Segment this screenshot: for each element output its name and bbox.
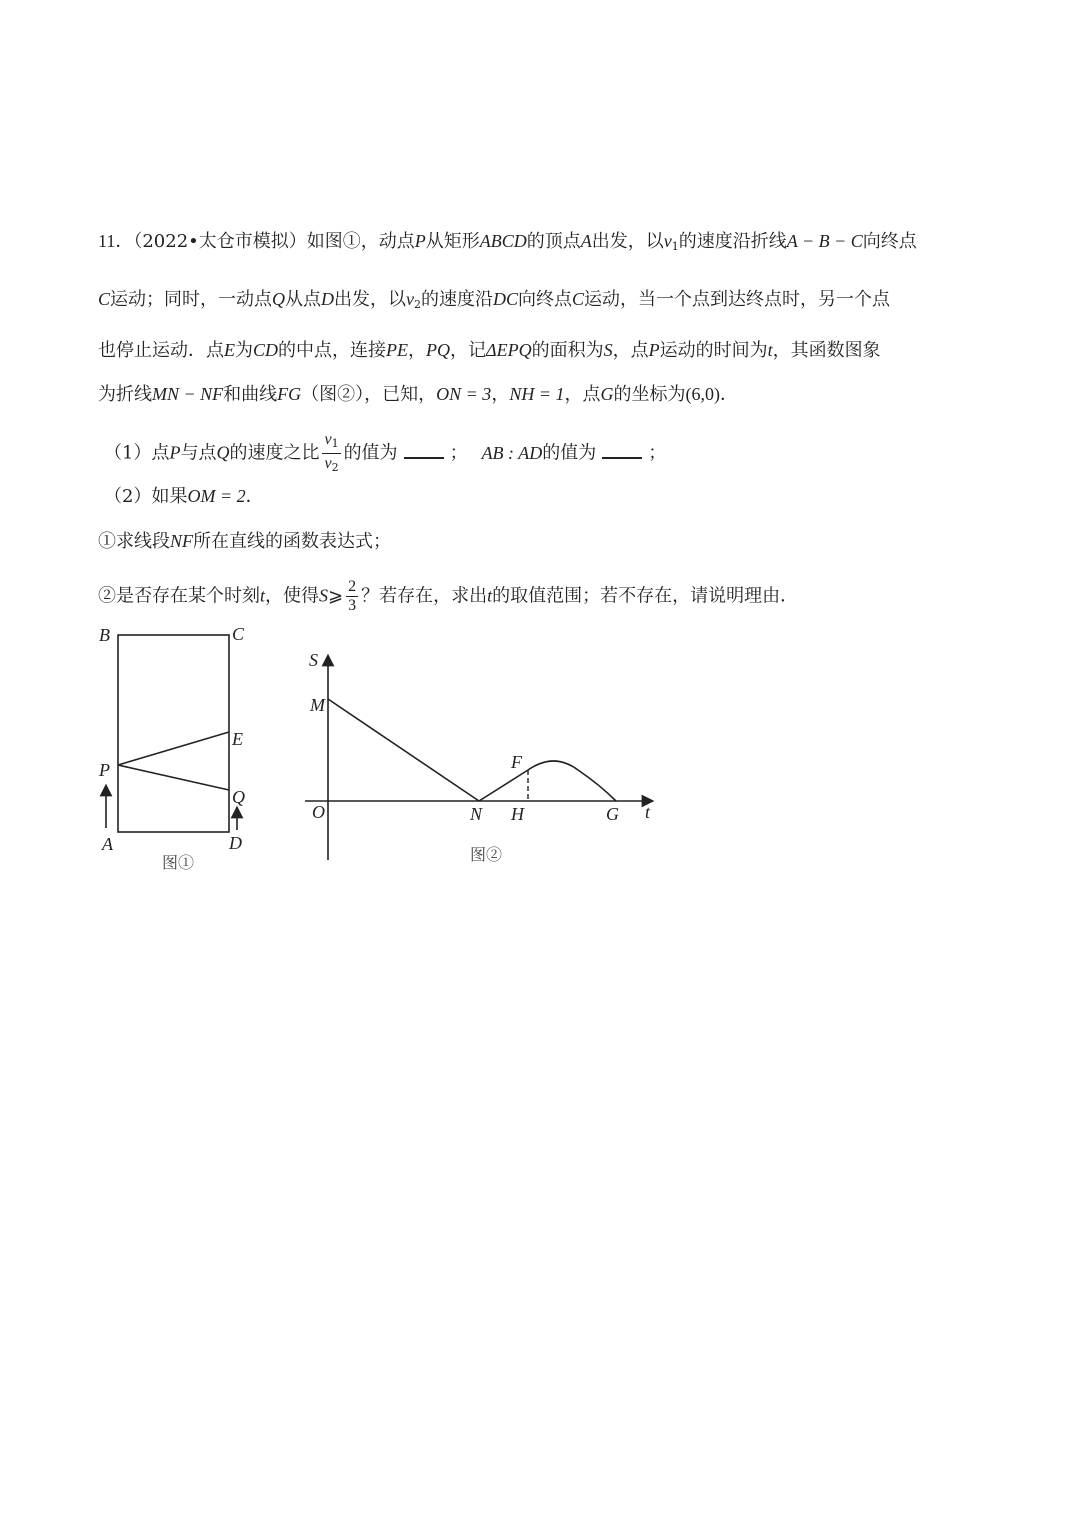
- rectangle-abcd: [118, 635, 229, 832]
- question-2-part-1: ①求线段NF所在直线的函数表达式；: [98, 531, 392, 552]
- figure-1-caption: 图①: [162, 853, 195, 872]
- problem-line-3: 也停止运动．点E为CD的中点，连接PE，PQ，记ΔEPQ的面积为S，点P运动的时间为t，其函数图象: [98, 340, 881, 361]
- label-q: Q: [232, 787, 245, 807]
- label-o: O: [312, 802, 325, 822]
- velocity-ratio-fraction: $\frac{v_1}{v_2}$: [324, 431, 339, 474]
- label-c: C: [232, 624, 245, 644]
- label-h: H: [511, 804, 524, 824]
- label-f: F: [511, 752, 522, 772]
- label-s: S: [309, 650, 318, 670]
- label-p: P: [99, 760, 110, 780]
- label-m: M: [310, 695, 325, 715]
- problem-line-4: 为折线MN − NF和曲线FG（图②），已知，ON = 3，NH = 1，点G的坐标为(6,0)．: [98, 384, 738, 405]
- two-thirds-fraction: $\frac{2}{3}$: [348, 578, 357, 614]
- label-n: N: [470, 804, 483, 824]
- label-d: D: [229, 833, 242, 853]
- problem-line-2: C运动；同时，一动点Q从点D出发，以$v_2$的速度沿DC向终点C运动，当一个点到达终点时，另一个点: [98, 289, 891, 311]
- segment-pe: [118, 732, 229, 765]
- figure-1: [98, 624, 245, 872]
- label-b: B: [99, 625, 110, 645]
- segment-pq: [118, 765, 229, 790]
- segment-nf: [479, 770, 528, 801]
- label-a: A: [102, 834, 113, 854]
- question-2-part-2: ②是否存在某个时刻t，使得S⩾ $\frac{2}{3}$ ？若存在，求出t的取值范围；若不存在，请说明理由．: [98, 578, 799, 614]
- label-t: t: [645, 802, 651, 822]
- label-g: G: [606, 804, 619, 824]
- figure-2: [305, 650, 651, 864]
- segment-mn: [328, 699, 479, 801]
- problem-source: （2022•太仓市模拟）: [133, 231, 307, 252]
- figure-2-caption: 图②: [470, 845, 503, 864]
- label-e: E: [232, 729, 243, 749]
- curve-fg: [528, 761, 616, 801]
- question-1: （1）点P与点Q的速度之比 $\frac{v_1}{v_2}$ 的值为 ； AB : AD的值为 ；: [104, 430, 666, 477]
- problem-number: 11．: [98, 231, 134, 251]
- question-2: （2）如果OM = 2．: [104, 486, 264, 507]
- problem-line-1: 11．（2022•太仓市模拟）如图①，动点P从矩形ABCD的顶点A出发，以$v_1$的速度沿折线A − B − C向终点: [98, 231, 917, 253]
